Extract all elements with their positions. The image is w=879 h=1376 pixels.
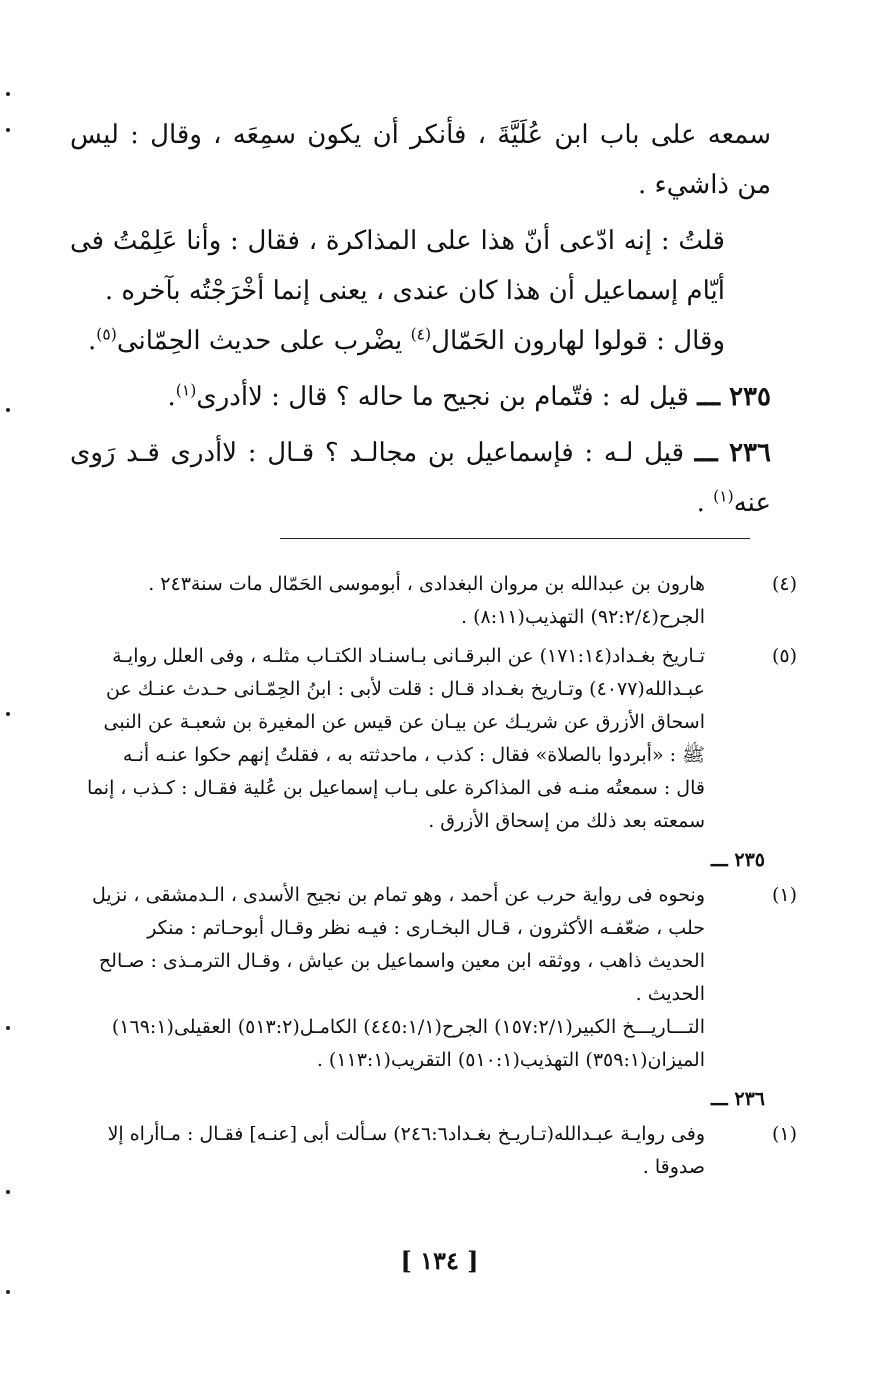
entry-236: ٢٣٦ ـــ قيل لـه : فإسماعيل بن مجالـد ؟ قـال : لاأدرى قـد رَوى عنه$^{(١)}$ .: [70, 438, 771, 518]
footnote-section-236: ٢٣٦ ـــ: [711, 1088, 765, 1110]
footnote-line: التـــاريـــخ الكبير(١٥٧:٢/١) الجرح(٤٤٥:١/١) الكامـل(٥١٣:٢) العقيلى(١٦٩:١): [111, 1016, 705, 1038]
footnote-marker: (٤): [771, 573, 797, 595]
scan-speck: [6, 92, 10, 96]
scan-speck: [6, 712, 10, 716]
scan-speck: [6, 128, 10, 132]
entry-235: ٢٣٥ ـــ قيل له : فتّمام بن نجيح ما حاله ؟ قال : لاأدرى$^{(١)}$.: [167, 381, 771, 412]
footnotes: [68, 568, 797, 1190]
footnote-marker: (١): [771, 884, 797, 906]
main-text: [70, 110, 771, 528]
footnote-line: صدوقا .: [642, 1156, 705, 1178]
footnote-line: الحديث .: [635, 983, 705, 1005]
page-number: [ ١٣٤ ]: [400, 1246, 479, 1275]
footnote-1-entry-236: [68, 1118, 797, 1184]
entry-number: ٢٣٦ ـــ: [694, 438, 771, 468]
footnote-line: حلب ، ضعّفـه الأكثرون ، قـال البخـارى : فيـه نظر وقـال أبوحـاتم : منكر: [147, 917, 705, 939]
footnote-ref[interactable]: (٥): [96, 325, 117, 344]
footnote-line: ﷺ : «أبردوا بالصلاة» فقال : كذب ، ماحدثته به ، فقلتُ إنهم حكوا عنـه أنـه: [122, 744, 705, 766]
footnote-line: الحديث ذاهب ، ووثقه ابن معين واسماعيل بن عياش ، وقـال الترمـذى : صـالح: [98, 950, 705, 972]
footnote-ref[interactable]: (١): [175, 381, 197, 400]
footnote-ref[interactable]: (٤): [410, 325, 432, 344]
scan-speck: [6, 1190, 10, 1194]
footnote-line: هارون بن عبدالله بن مروان البغدادى ، أبوموسى الحَمّال مات سنة٢٤٣ .: [148, 573, 705, 595]
footnote-marker: (٥): [771, 645, 797, 667]
footnote-5: [68, 640, 797, 838]
footnote-ref[interactable]: (١): [713, 487, 734, 506]
footnote-line: الجرح(٩٢:٢/٤) التهذيب(٨:١١) .: [461, 606, 705, 628]
footnote-line: ونحوه فى رواية حرب عن أحمد ، وهو تمام بن نجيح الأسدى ، الـدمشقى ، نزيل: [91, 884, 705, 906]
entry-number: ٢٣٥ ـــ: [697, 382, 771, 412]
scan-speck: [6, 408, 10, 412]
paragraph-continued: سمعه على باب ابن عُلَيَّةَ ، فأنكر أن يكون سمِعَه ، وقال : ليس من ذاشيء .: [70, 120, 771, 200]
scan-speck: [6, 1290, 10, 1294]
footnote-section-235: ٢٣٥ ـــ: [711, 849, 765, 871]
footnote-line: سمعته بعد ذلك من إسحاق الأزرق .: [428, 810, 705, 832]
footnote-1-entry-235: [68, 879, 797, 1077]
paragraph-qult: قلتُ : إنه ادّعى أنّ هذا على المذاكرة ، فقال : وأنا عَلِمْتُ فى أيّام إسماعيل أن هذا كان عندى ، يعنى إنما أخْرَجْتُه بآخره .: [70, 226, 725, 306]
footnote-line: عبـدالله(٤٠٧٧) وتـاريخ بغـداد قـال : قلت لأبى : ابنُ الحِمّـانى حـدث عنـك عن: [105, 678, 705, 700]
footnote-line: قال : سمعتُه منـه فى المذاكرة على بـاب إسماعيل بن عُلية فقـال : كـذب ، إنما: [87, 777, 705, 799]
footnote-4: [68, 568, 797, 634]
footnote-line: الميزان(٣٥٩:١) التهذيب(٥١٠:١) التقريب(١١٣:١) .: [316, 1049, 705, 1071]
scan-speck: [6, 1026, 10, 1030]
footnote-marker: (١): [771, 1123, 797, 1145]
footnote-line: تـاريخ بغـداد(١٧١:١٤) عن البرقـانى بـاسنـاد الكتـاب مثلـه ، وفى العلل روايـة: [112, 645, 705, 667]
paragraph-wa-qala: وقال : قولوا لهارون الحَمّال$^{(٤)}$ يضْرب على حديث الحِمّانى$^{(٥)}$.: [87, 325, 725, 356]
footnote-divider: [280, 538, 750, 539]
footnote-line: وفى روايـة عبـدالله(تـاريـخ بغـداد٢٤٦:٦) سـألت أبى [عنـه] فقـال : مـاأراه إلا: [107, 1123, 705, 1145]
footnote-line: اسحاق الأزرق عن شريـك عن بيـان عن قيس عن المغيرة بن شعبـة عن النبى: [103, 711, 705, 733]
